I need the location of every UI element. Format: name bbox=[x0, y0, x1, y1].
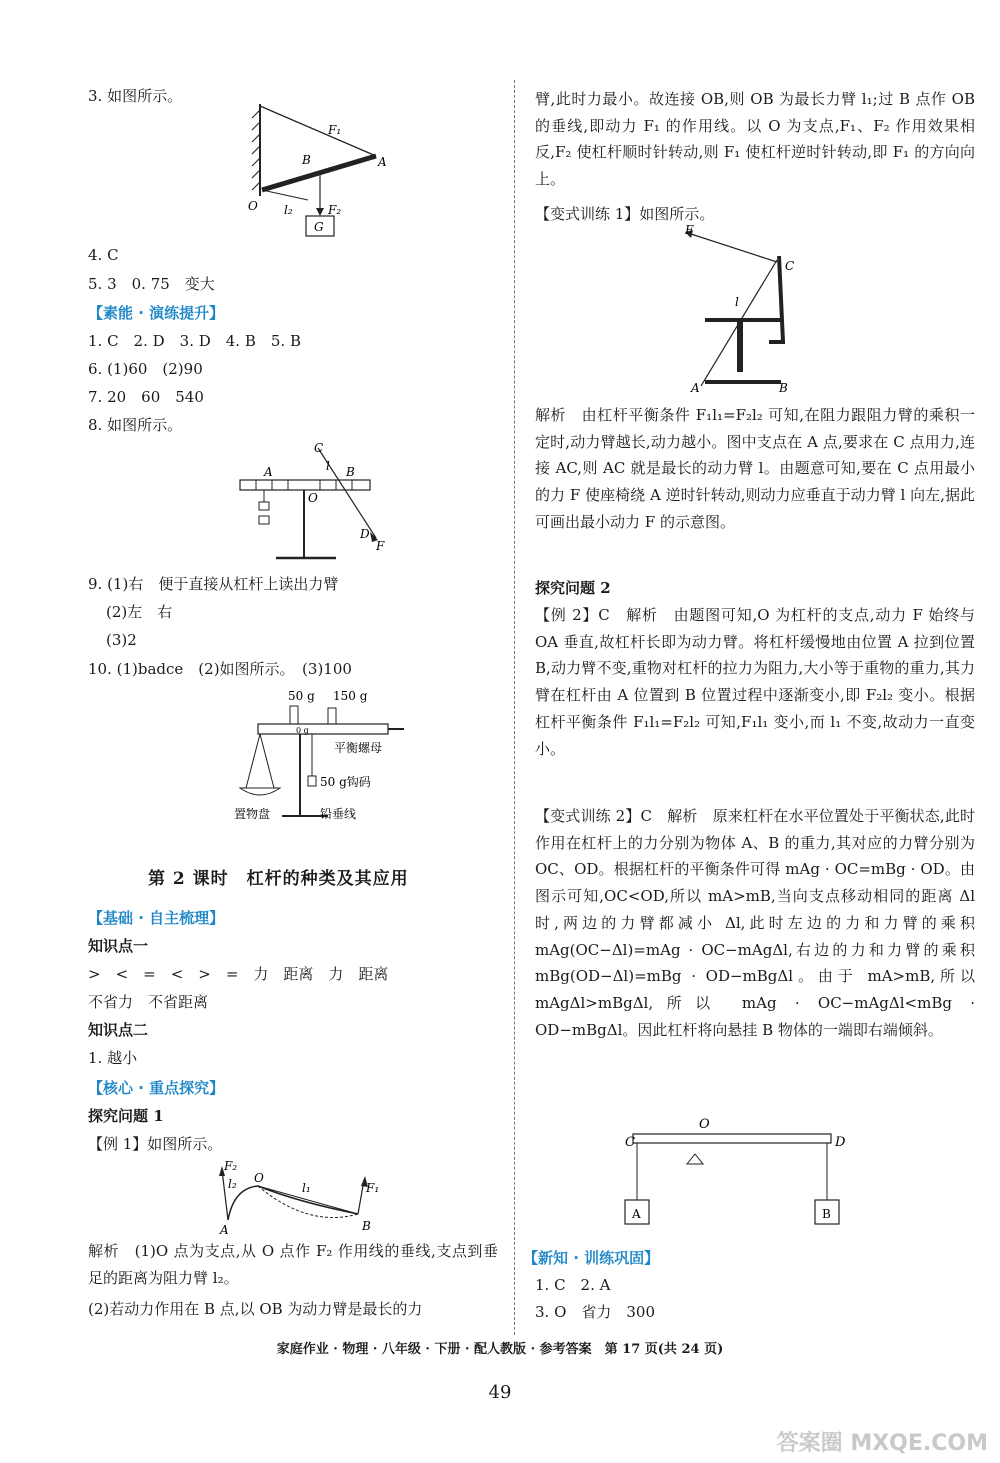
figure-lever-ab bbox=[625, 1112, 875, 1242]
label-plumb: 铅垂线 bbox=[320, 807, 357, 821]
section-suneng: 【素能 · 演练提升】 bbox=[88, 304, 225, 322]
knowledge-point-1-answers-2: 不省力 不省距离 bbox=[88, 993, 209, 1011]
label-b: B bbox=[362, 1219, 371, 1233]
label-o: O bbox=[308, 491, 318, 505]
analysis-1: 解析 (1)O 点为支点,从 O 点作 F₂ 作用线的垂线,支点到垂足的距离为阻力臂 l₂。 bbox=[88, 1242, 498, 1287]
inquiry-2: 探究问题 2 bbox=[535, 579, 611, 597]
column-divider bbox=[514, 80, 515, 1335]
label-b: B bbox=[302, 153, 311, 167]
label-g: G bbox=[314, 220, 324, 234]
variant-training-2: 【变式训练 2】C 解析 原来杠杆在水平位置处于平衡状态,此时作用在杠杆上的力分别为物体 A、B 的重力,其对应的力臂分别为 OC、OD。根据杠杆的平衡条件可得 mAg · OC=mBg · OD。由图示可知,OC<OD,所以 mA>mB,当向支点移动相同的距离 Δl 时,两边的力臂都减小 Δl,此时左边的力和力臂的乘积 mAg(OC−Δl)=mAg · OC−mAgΔl,右边的力和力臂的乘积 mBg(OD−Δl)=mBg · OD−mBgΔl。由于 mA>mB,所以 mAgΔl>mBgΔl,所以 mAg · OC−mAgΔl<mBg · OD−mBgΔl。因此杠杆将向悬挂 B 物体的一端即右端倾斜。 bbox=[535, 807, 975, 1039]
label-l2: l₂ bbox=[228, 1177, 237, 1191]
page-number: 49 bbox=[488, 1382, 512, 1403]
label-50g: 50 g bbox=[288, 689, 315, 703]
label-c: C bbox=[785, 259, 795, 273]
label-c: C bbox=[314, 441, 324, 455]
label-a: A bbox=[264, 465, 273, 479]
section-xinzhi: 【新知 · 训练巩固】 bbox=[523, 1249, 660, 1267]
label-o: O bbox=[699, 1117, 710, 1132]
label-l2: l₂ bbox=[284, 203, 293, 217]
knowledge-point-2: 知识点二 bbox=[88, 1021, 149, 1039]
figure-balance-scale bbox=[228, 686, 428, 826]
label-a: A bbox=[378, 155, 387, 169]
label-o: O bbox=[254, 1171, 264, 1185]
answer-9c: (3)2 bbox=[106, 631, 137, 649]
section-hexin: 【核心 · 重点探究】 bbox=[88, 1079, 225, 1097]
label-f: F bbox=[376, 539, 385, 553]
label-l1: l₁ bbox=[302, 1181, 311, 1195]
analysis-variant-1: 解析 由杠杆平衡条件 F₁l₁=F₂l₂ 可知,在阻力跟阻力臂的乘积一定时,动力臂越长,动力越小。图中支点在 A 点,要求在 C 点用力,连接 AC,则 AC 就是最长的动力臂 l。由题意可知,要在 C 点用最小的力 F 使座椅绕 A 逆时针转动,则动力应垂直于动力臂 l 向左,据此可画出最小动力 F 的示意图。 bbox=[535, 406, 975, 531]
answer-x3: 3. O 省力 300 bbox=[535, 1303, 656, 1321]
label-a: A bbox=[220, 1223, 229, 1237]
label-f1: F₁ bbox=[328, 123, 342, 137]
label-150g: 150 g bbox=[333, 689, 368, 703]
inquiry-1: 探究问题 1 bbox=[88, 1107, 164, 1125]
figure-lever-balance bbox=[236, 440, 396, 570]
variant-training-1: 【变式训练 1】如图所示。 bbox=[535, 205, 715, 223]
answer-3: 3. 如图所示。 bbox=[88, 87, 183, 105]
label-box-a: A bbox=[632, 1207, 641, 1221]
label-c: C bbox=[625, 1135, 635, 1150]
label-box-b: B bbox=[822, 1207, 831, 1221]
watermark: 答案圈 MXQE.COM bbox=[776, 1431, 988, 1456]
section-jichu: 【基础 · 自主梳理】 bbox=[88, 909, 225, 927]
analysis-1-cont: (2)若动力作用在 B 点,以 OB 为动力臂是最长的力 bbox=[88, 1300, 423, 1318]
label-o: O bbox=[248, 199, 258, 213]
label-nut: 平衡螺母 bbox=[334, 741, 383, 755]
label-d: D bbox=[835, 1135, 846, 1150]
label-pan: 置物盘 bbox=[234, 807, 271, 821]
answer-7: 7. 20 60 540 bbox=[88, 388, 204, 406]
figure-lever-wall bbox=[248, 104, 388, 244]
answer-9b: (2)左 右 bbox=[106, 603, 173, 621]
example-1: 【例 1】如图所示。 bbox=[88, 1135, 223, 1153]
figure-chair bbox=[685, 223, 805, 396]
label-0g: 0 g bbox=[296, 726, 309, 735]
answer-8: 8. 如图所示。 bbox=[88, 416, 183, 434]
knowledge-point-1-answers: > < = < > = 力 距离 力 距离 bbox=[88, 965, 389, 983]
figure-example-1 bbox=[218, 1158, 388, 1238]
answers-1-5: 1. C 2. D 3. D 4. B 5. B bbox=[88, 332, 301, 350]
answer-9a: 9. (1)右 便于直接从杠杆上读出力臂 bbox=[88, 575, 339, 593]
example-2: 【例 2】C 解析 由题图可知,O 为杠杆的支点,动力 F 始终与 OA 垂直,故杠杆长即为动力臂。将杠杆缓慢地由位置 A 拉到位置 B,动力臂不变,重物对杠杆的拉力为阻力,大小等于重物的重力,其力臂在杠杆由 A 位置到 B 位置过程中逐渐变小,即 F₂l₂ 变小。根据杠杆平衡条件 F₁l₁=F₂l₂ 可知,F₁l₁ 变小,而 l₁ 不变,故动力一直变小。 bbox=[535, 606, 975, 758]
label-f2: F₂ bbox=[328, 203, 342, 217]
answers-x1-2: 1. C 2. A bbox=[535, 1276, 611, 1294]
label-hook: 50 g钩码 bbox=[320, 775, 371, 789]
answer-10: 10. (1)badce (2)如图所示。 (3)100 bbox=[88, 660, 352, 678]
label-b: B bbox=[346, 465, 355, 479]
knowledge-point-2-answer: 1. 越小 bbox=[88, 1049, 138, 1067]
label-d: D bbox=[360, 527, 370, 541]
label-b: B bbox=[779, 381, 788, 395]
label-f2: F₂ bbox=[224, 1159, 238, 1173]
answer-5: 5. 3 0. 75 变大 bbox=[88, 275, 215, 293]
label-f1: F₁ bbox=[366, 1181, 380, 1195]
label-a: A bbox=[691, 381, 700, 395]
answer-4: 4. C bbox=[88, 246, 119, 264]
analysis-1-continuation: 臂,此时力最小。故连接 OB,则 OB 为最长力臂 l₁;过 B 点作 OB 的垂线,即动力 F₁ 的作用线。以 O 为支点,F₁、F₂ 作用效果相反,F₂ 使杠杆顺时针转动,则 F₁ 使杠杆逆时针转动,即 F₁ 的方向向上。 bbox=[535, 90, 975, 189]
lesson-title: 第 2 课时 杠杆的种类及其应用 bbox=[148, 869, 409, 889]
knowledge-point-1: 知识点一 bbox=[88, 937, 149, 955]
label-f: F bbox=[685, 223, 694, 237]
label-l: l bbox=[326, 459, 330, 473]
answer-6: 6. (1)60 (2)90 bbox=[88, 360, 203, 378]
footer-info: 家庭作业 · 物理 · 八年级 · 下册 · 配人教版 · 参考答案 第 17 页(共 24 页) bbox=[276, 1342, 724, 1357]
label-l: l bbox=[735, 295, 739, 309]
